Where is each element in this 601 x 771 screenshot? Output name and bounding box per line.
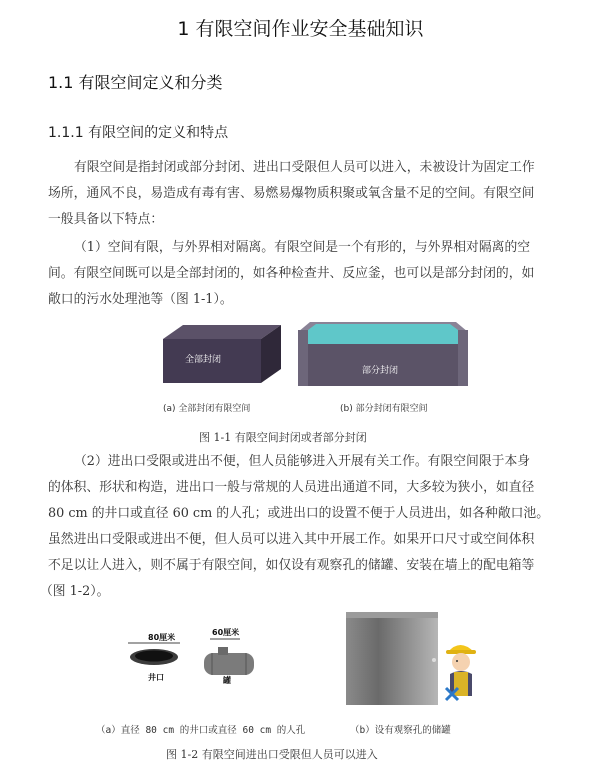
closed-label: 全部封闭 xyxy=(185,355,222,365)
para3-line: 的体积、形状和构造，进出口一般与常规的人员进出通道不同，大多较为狭小，如直径 xyxy=(48,480,535,495)
para3-line: 不足以让人进入，则不属于有限空间，如仅设有观察孔的储罐、安装在墙上的配电箱等 xyxy=(48,558,535,573)
para2-line: （1）空间有限，与外界相对隔离。有限空间是一个有形的，与外界相对隔离的空 xyxy=(74,240,531,255)
tank-label: 罐 xyxy=(223,676,231,685)
figure2-subcaption-b: （b）设有观察孔的储罐 xyxy=(350,725,451,736)
subsection-heading: 1.1.1 有限空间的定义和特点 xyxy=(48,125,229,141)
dimension-60-label: 60厘米 xyxy=(212,628,240,637)
para3-line: 虽然进出口受限或进出不便，但人员可以进入其中开展工作。如果开口尺寸或空间体积 xyxy=(48,532,535,547)
figure1-subcaption-a: (a) 全部封闭有限空间 xyxy=(163,404,251,414)
manhole-label: 井口 xyxy=(148,673,164,682)
figure2-subcaption-a: （a）直径 80 cm 的井口或直径 60 cm 的人孔 xyxy=(96,725,306,736)
para3-line: （图 1-2）。 xyxy=(40,584,110,599)
open-label: 部分封闭 xyxy=(362,366,399,376)
figure1-caption: 图 1-1 有限空间封闭或者部分封闭 xyxy=(199,431,367,444)
manhole-and-tank-illustration xyxy=(120,625,260,687)
para2-line: 间。有限空间既可以是全部封闭的，如各种检查井、反应釜，也可以是部分封闭的，如 xyxy=(48,266,535,281)
para3-line: 80 cm 的井口或直径 60 cm 的人孔；或进出口的设置不便于人员进出，如各种敞口池。 xyxy=(48,506,550,521)
dimension-80-label: 80厘米 xyxy=(148,633,176,642)
para1-line: 场所，通风不良，易造成有毒有害、易燃易爆物质积聚或氧含量不足的空间。有限空间 xyxy=(48,186,535,201)
page-title: 1 有限空间作业安全基础知识 xyxy=(177,18,424,40)
para2-line: 敞口的污水处理池等（图 1-1）。 xyxy=(48,292,233,307)
storage-tank-illustration xyxy=(346,612,482,705)
figure2-caption: 图 1-2 有限空间进出口受限但人员可以进入 xyxy=(166,748,378,761)
figure1-subcaption-b: (b) 部分封闭有限空间 xyxy=(340,404,428,414)
para3-line: （2）进出口受限或进出不便，但人员能够进入开展有关工作。有限空间限于本身 xyxy=(74,454,531,469)
section-heading: 1.1 有限空间定义和分类 xyxy=(48,73,223,92)
open-pool-illustration xyxy=(298,322,468,386)
para1-line: 一般具备以下特点： xyxy=(48,212,164,227)
closed-space-illustration xyxy=(163,325,281,383)
para1-line: 有限空间是指封闭或部分封闭、进出口受限但人员可以进入，未被设计为固定工作 xyxy=(74,160,535,175)
